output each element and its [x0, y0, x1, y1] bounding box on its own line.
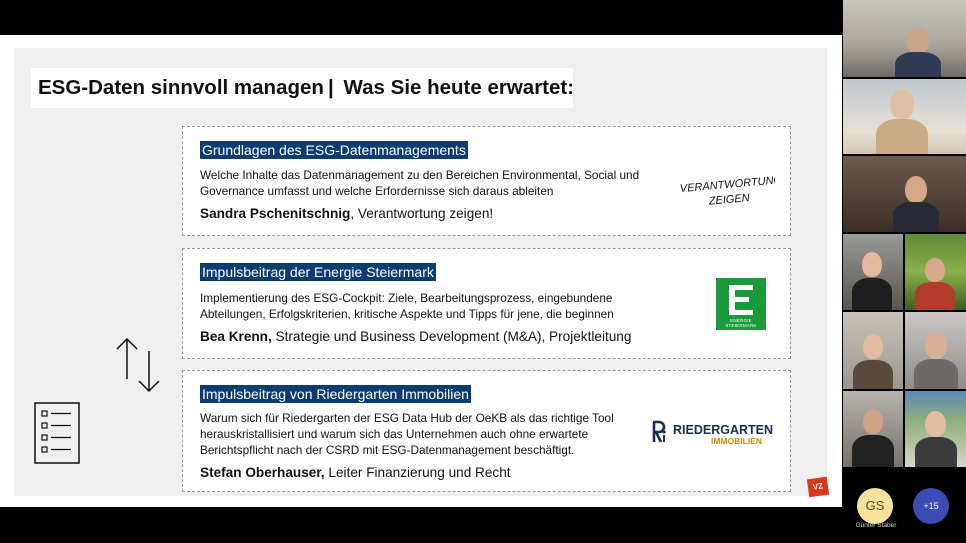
card-heading: Impulsbeitrag von Riedergarten Immobilien: [202, 386, 469, 402]
e-letter-icon: [716, 278, 766, 322]
participant-video-tile[interactable]: [843, 391, 903, 467]
card-heading: Impulsbeitrag der Energie Steiermark: [202, 264, 434, 280]
slide-title-box: [31, 68, 573, 108]
participant-video-strip: [843, 0, 966, 470]
participant-video-tile[interactable]: [843, 312, 903, 389]
speaker-role: , Verantwortung zeigen!: [350, 206, 494, 221]
riedergarten-logo: [651, 419, 776, 449]
participant-video-tile[interactable]: [905, 234, 966, 310]
agenda-card-2: [182, 248, 791, 359]
speaker-name: Stefan Oberhauser,: [200, 465, 325, 480]
logo-text-line2: ZEIGEN: [708, 192, 751, 208]
speaker-name: Bea Krenn,: [200, 329, 272, 344]
participant-video-tile[interactable]: [843, 234, 903, 310]
card-speaker: [200, 329, 631, 344]
ri-mark-icon: [651, 419, 667, 445]
energie-steiermark-logo: [716, 278, 766, 330]
up-down-arrows-icon: [115, 335, 163, 395]
self-avatar[interactable]: GS: [857, 488, 893, 524]
speaker-role: Strategie und Business Development (M&A), Projektleitung: [271, 329, 632, 344]
agenda-card-1: [182, 126, 791, 236]
riedergarten-wordmark: RIEDERGARTEN: [673, 423, 774, 437]
card-description: Implementierung des ESG-Cockpit: Ziele, Bearbeitungsprozess, eingebundene Abteilungen, Erfolgskriterien, kritische Aspekte und Tipps für jene, die beginnen: [200, 291, 614, 321]
participant-video-tile[interactable]: [905, 312, 966, 389]
speaker-name: Sandra Pschenitschnig: [200, 206, 351, 221]
agenda-card-3: [182, 370, 791, 492]
participant-video-tile[interactable]: [843, 79, 966, 154]
participant-video-tile[interactable]: [905, 391, 966, 467]
card-speaker: [200, 465, 511, 480]
logo-text-line1: VERANTWORTUNG: [679, 174, 775, 196]
energie-logo-label: ENERGIE STEIERMARK: [725, 318, 757, 328]
card-description: Welche Inhalte das Datenmanagement zu den Bereichen Environmental, Social und Governance umfasst und welche Erfordernisse sich daraus ableiten: [200, 168, 640, 198]
speaker-role: Leiter Finanzierung und Recht: [324, 465, 511, 480]
verantwortung-zeigen-logo: [679, 173, 775, 211]
more-participants-button[interactable]: +15: [913, 488, 949, 524]
presentation-slide: [14, 48, 827, 496]
slide-title: ESG-Daten sinnvoll managen | Was Sie heute erwartet:: [38, 76, 575, 99]
card-description: Warum sich für Riedergarten der ESG Data Hub der OeKB als das richtige Tool herauskristallisiert und warum sich das Unternehmen auch ohne erwartete Berichtspflicht nach der CSRD mit ESG-Datenmanagement beschäftigt.: [200, 411, 614, 457]
self-name-label: Günter Staber: [855, 522, 897, 529]
riedergarten-sub-wordmark: IMMOBILIEN: [711, 436, 762, 446]
participant-video-tile[interactable]: [843, 0, 966, 77]
participant-video-tile[interactable]: [843, 156, 966, 232]
card-speaker: [200, 206, 493, 221]
card-heading: Grundlagen des ESG-Datenmanagements: [202, 142, 466, 158]
shared-screen: [0, 35, 842, 507]
vz-badge-logo: VZ: [807, 477, 829, 498]
checklist-icon: [34, 402, 80, 464]
